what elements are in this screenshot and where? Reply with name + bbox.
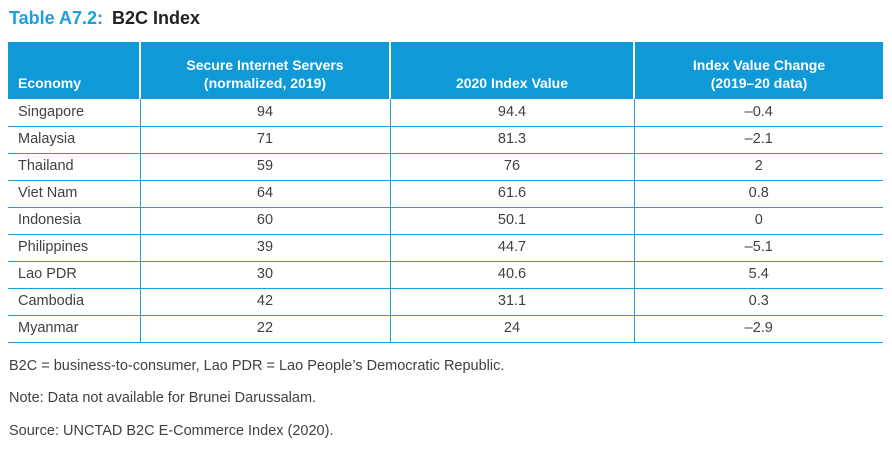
cell-economy: Philippines bbox=[8, 234, 140, 261]
cell-secure-servers: 59 bbox=[140, 153, 390, 180]
footnote-abbreviations: B2C = business-to-consumer, Lao PDR = Lao People’s Democratic Republic. bbox=[9, 357, 505, 374]
table-row-malaysia bbox=[8, 126, 883, 153]
table-number-label: Table A7.2: bbox=[9, 8, 104, 28]
cell-secure-servers: 60 bbox=[140, 207, 390, 234]
cell-index-value: 50.1 bbox=[390, 207, 634, 234]
footnotes bbox=[9, 358, 883, 440]
table-row-singapore bbox=[8, 99, 883, 126]
cell-economy: Lao PDR bbox=[8, 261, 140, 288]
cell-index-value: 24 bbox=[390, 315, 634, 342]
cell-secure-servers: 94 bbox=[140, 99, 390, 126]
cell-secure-servers: 64 bbox=[140, 180, 390, 207]
footnote-source: Source: UNCTAD B2C E-Commerce Index (2020). bbox=[9, 422, 334, 439]
cell-index-change: –5.1 bbox=[634, 234, 883, 261]
column-header-index-value-change-line1: Index Value Change bbox=[692, 56, 826, 73]
table-row-viet-nam bbox=[8, 180, 883, 207]
cell-index-value: 61.6 bbox=[390, 180, 634, 207]
cell-index-value: 94.4 bbox=[390, 99, 634, 126]
column-header-economy: Economy bbox=[8, 42, 140, 99]
column-header-2020-index-value: 2020 Index Value bbox=[390, 42, 634, 99]
cell-index-value: 44.7 bbox=[390, 234, 634, 261]
cell-secure-servers: 22 bbox=[140, 315, 390, 342]
cell-economy: Thailand bbox=[8, 153, 140, 180]
table-row-philippines bbox=[8, 234, 883, 261]
cell-economy: Indonesia bbox=[8, 207, 140, 234]
column-header-index-value-change bbox=[634, 42, 883, 99]
cell-economy: Singapore bbox=[8, 99, 140, 126]
table-row-cambodia bbox=[8, 288, 883, 315]
cell-secure-servers: 71 bbox=[140, 126, 390, 153]
table-title-text: B2C Index bbox=[112, 8, 201, 28]
cell-index-change: 5.4 bbox=[634, 261, 883, 288]
cell-economy: Malaysia bbox=[8, 126, 140, 153]
column-header-secure-servers bbox=[140, 42, 390, 99]
cell-index-change: –0.4 bbox=[634, 99, 883, 126]
footnote-note: Note: Data not available for Brunei Darussalam. bbox=[9, 390, 317, 407]
cell-index-change: 0.3 bbox=[634, 288, 883, 315]
table-row-myanmar bbox=[8, 315, 883, 342]
column-header-secure-servers-line1: Secure Internet Servers bbox=[186, 56, 344, 73]
cell-index-value: 81.3 bbox=[390, 126, 634, 153]
cell-index-change: 0.8 bbox=[634, 180, 883, 207]
cell-economy: Myanmar bbox=[8, 315, 140, 342]
table-row-lao-pdr bbox=[8, 261, 883, 288]
table-title bbox=[9, 8, 883, 29]
cell-index-change: 0 bbox=[634, 207, 883, 234]
table-row-thailand bbox=[8, 153, 883, 180]
cell-index-value: 40.6 bbox=[390, 261, 634, 288]
column-header-index-value-change-line2: (2019–20 data) bbox=[710, 74, 808, 91]
header-row bbox=[8, 42, 883, 99]
cell-index-change: –2.1 bbox=[634, 126, 883, 153]
cell-index-value: 76 bbox=[390, 153, 634, 180]
cell-economy: Cambodia bbox=[8, 288, 140, 315]
cell-secure-servers: 30 bbox=[140, 261, 390, 288]
cell-secure-servers: 39 bbox=[140, 234, 390, 261]
cell-index-value: 31.1 bbox=[390, 288, 634, 315]
cell-index-change: 2 bbox=[634, 153, 883, 180]
table-row-indonesia bbox=[8, 207, 883, 234]
column-header-secure-servers-line2: (normalized, 2019) bbox=[203, 74, 327, 91]
cell-index-change: –2.9 bbox=[634, 315, 883, 342]
b2c-index-table bbox=[8, 42, 883, 343]
cell-secure-servers: 42 bbox=[140, 288, 390, 315]
cell-economy: Viet Nam bbox=[8, 180, 140, 207]
